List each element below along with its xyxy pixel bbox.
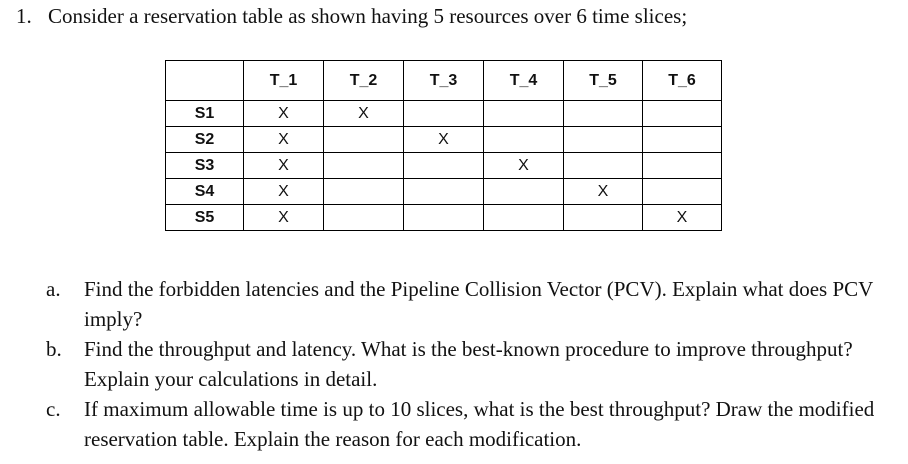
column-header: T_6 — [643, 61, 722, 101]
table-cell — [324, 205, 404, 231]
row-header: S3 — [166, 153, 244, 179]
column-header: T_3 — [404, 61, 484, 101]
table-row — [166, 179, 722, 205]
table-cell — [484, 205, 564, 231]
table-corner-cell — [166, 61, 244, 101]
table-cell: X — [324, 101, 404, 127]
table-row — [166, 205, 722, 231]
table-cell — [404, 101, 484, 127]
column-header: T_2 — [324, 61, 404, 101]
question-text: Consider a reservation table as shown having 5 resources over 6 time slices; — [48, 4, 688, 28]
question-line — [16, 4, 687, 29]
table-cell — [484, 179, 564, 205]
part-label: c. — [46, 397, 61, 421]
part-text: Find the forbidden latencies and the Pipeline Collision Vector (PCV). Explain what does PCV imply? — [84, 277, 873, 331]
row-header: S5 — [166, 205, 244, 231]
column-header: T_5 — [564, 61, 643, 101]
row-header: S1 — [166, 101, 244, 127]
table-cell — [643, 153, 722, 179]
table-cell: X — [484, 153, 564, 179]
table-cell — [404, 179, 484, 205]
part-b — [46, 334, 896, 394]
question-parts — [46, 274, 896, 454]
table-row — [166, 153, 722, 179]
table-cell: X — [244, 127, 324, 153]
table-cell — [643, 179, 722, 205]
table-cell — [564, 101, 643, 127]
table-cell — [564, 127, 643, 153]
table-cell — [324, 179, 404, 205]
column-header: T_4 — [484, 61, 564, 101]
table-cell — [484, 127, 564, 153]
table-cell — [643, 101, 722, 127]
table-cell: X — [404, 127, 484, 153]
table-cell: X — [244, 179, 324, 205]
table-cell: X — [643, 205, 722, 231]
table-cell — [324, 153, 404, 179]
part-label: a. — [46, 277, 61, 301]
part-text: If maximum allowable time is up to 10 slices, what is the best throughput? Draw the modified reservation table. Explain the reason for each modification. — [84, 397, 875, 451]
table-cell — [484, 101, 564, 127]
table-cell — [564, 205, 643, 231]
table-header-row — [166, 61, 722, 101]
part-a — [46, 274, 896, 334]
table-row — [166, 127, 722, 153]
table-cell — [404, 153, 484, 179]
table-cell: X — [244, 205, 324, 231]
part-text: Find the throughput and latency. What is the best-known procedure to improve throughput? Explain your calculations in detail. — [84, 337, 853, 391]
part-label: b. — [46, 337, 62, 361]
part-c — [46, 394, 896, 454]
question-number: 1. — [16, 4, 32, 28]
row-header: S2 — [166, 127, 244, 153]
row-header: S4 — [166, 179, 244, 205]
table-cell — [324, 127, 404, 153]
table-cell — [404, 205, 484, 231]
column-header: T_1 — [244, 61, 324, 101]
table-cell: X — [244, 153, 324, 179]
table-cell: X — [244, 101, 324, 127]
reservation-table — [165, 60, 722, 231]
table-cell: X — [564, 179, 643, 205]
table-cell — [643, 127, 722, 153]
table-row — [166, 101, 722, 127]
table-cell — [564, 153, 643, 179]
